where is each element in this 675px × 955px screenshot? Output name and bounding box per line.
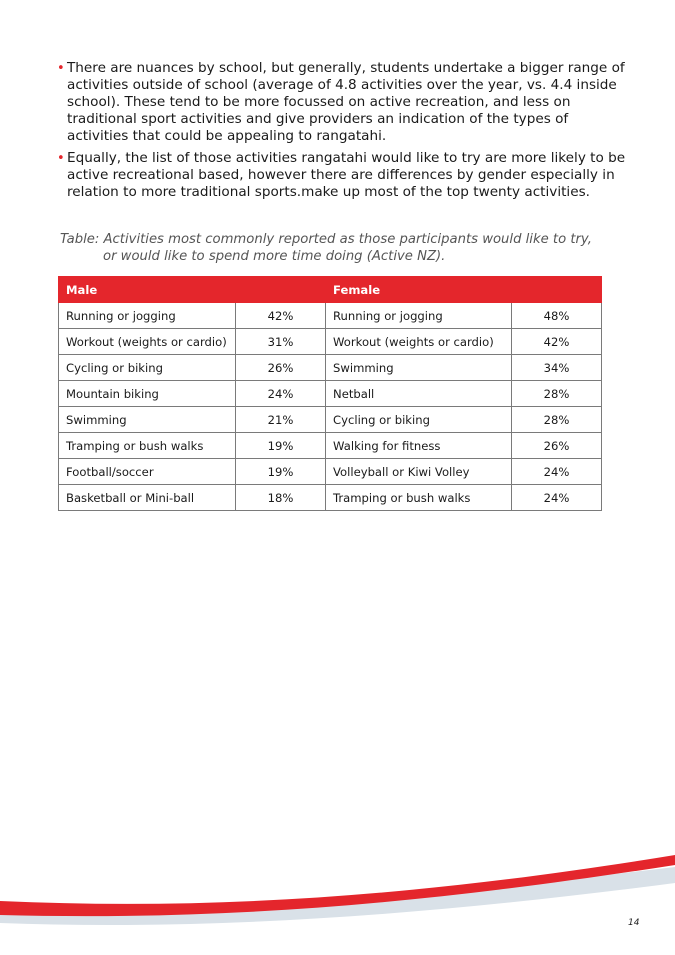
caption-line-2: or would like to spend more time doing (Active NZ). xyxy=(103,249,446,264)
female-activity-cell: Workout (weights or cardio) xyxy=(326,329,512,355)
male-percent-cell: 19% xyxy=(236,433,326,459)
bullet-item xyxy=(57,150,627,201)
male-percent-cell: 19% xyxy=(236,459,326,485)
female-percent-cell: 34% xyxy=(512,355,602,381)
male-percent-cell: 18% xyxy=(236,485,326,511)
female-activity-cell: Tramping or bush walks xyxy=(326,485,512,511)
male-activity-cell: Football/soccer xyxy=(59,459,236,485)
female-header: Female xyxy=(326,277,602,303)
footer-swoosh xyxy=(0,845,675,955)
male-activity-cell: Swimming xyxy=(59,407,236,433)
table-row xyxy=(59,355,602,381)
female-activity-cell: Netball xyxy=(326,381,512,407)
female-activity-cell: Swimming xyxy=(326,355,512,381)
table-caption xyxy=(60,231,620,265)
table-row xyxy=(59,407,602,433)
male-percent-cell: 24% xyxy=(236,381,326,407)
female-activity-cell: Cycling or biking xyxy=(326,407,512,433)
male-activity-cell: Workout (weights or cardio) xyxy=(59,329,236,355)
female-percent-cell: 48% xyxy=(512,303,602,329)
female-percent-cell: 26% xyxy=(512,433,602,459)
table-row xyxy=(59,485,602,511)
table-body xyxy=(59,303,602,511)
female-percent-cell: 28% xyxy=(512,407,602,433)
activities-table xyxy=(58,276,602,511)
female-percent-cell: 28% xyxy=(512,381,602,407)
bullet-text: Equally, the list of those activities rangatahi would like to try are more likely to be active recreational based, however there are differences by gender especially in relation to more traditional sports.make up most of the top twenty activities. xyxy=(67,150,626,200)
male-activity-cell: Tramping or bush walks xyxy=(59,433,236,459)
male-percent-cell: 26% xyxy=(236,355,326,381)
table-row xyxy=(59,459,602,485)
male-activity-cell: Cycling or biking xyxy=(59,355,236,381)
male-percent-cell: 31% xyxy=(236,329,326,355)
male-percent-cell: 42% xyxy=(236,303,326,329)
page-number: 14 xyxy=(628,918,640,928)
table-row xyxy=(59,433,602,459)
female-activity-cell: Running or jogging xyxy=(326,303,512,329)
male-activity-cell: Mountain biking xyxy=(59,381,236,407)
table-header-row xyxy=(59,277,602,303)
male-percent-cell: 21% xyxy=(236,407,326,433)
caption-line-1: Table: Activities most commonly reported as those participants would like to try, xyxy=(60,232,592,247)
female-percent-cell: 24% xyxy=(512,459,602,485)
table-row xyxy=(59,329,602,355)
female-percent-cell: 42% xyxy=(512,329,602,355)
male-activity-cell: Running or jogging xyxy=(59,303,236,329)
bullet-dot-icon: • xyxy=(57,61,65,76)
bullet-dot-icon: • xyxy=(57,151,65,166)
male-header: Male xyxy=(59,277,326,303)
table-row xyxy=(59,303,602,329)
bullet-list xyxy=(57,60,627,206)
bullet-item xyxy=(57,60,627,145)
female-activity-cell: Volleyball or Kiwi Volley xyxy=(326,459,512,485)
female-activity-cell: Walking for fitness xyxy=(326,433,512,459)
male-activity-cell: Basketball or Mini-ball xyxy=(59,485,236,511)
table-row xyxy=(59,381,602,407)
female-percent-cell: 24% xyxy=(512,485,602,511)
bullet-text: There are nuances by school, but generally, students undertake a bigger range of activities outside of school (average of 4.8 activities over the year, vs. 4.4 inside school). These tend to be more focussed on active recreation, and less on traditional sport activities and give providers an indication of the types of activities that could be appealing to rangatahi. xyxy=(67,60,625,144)
